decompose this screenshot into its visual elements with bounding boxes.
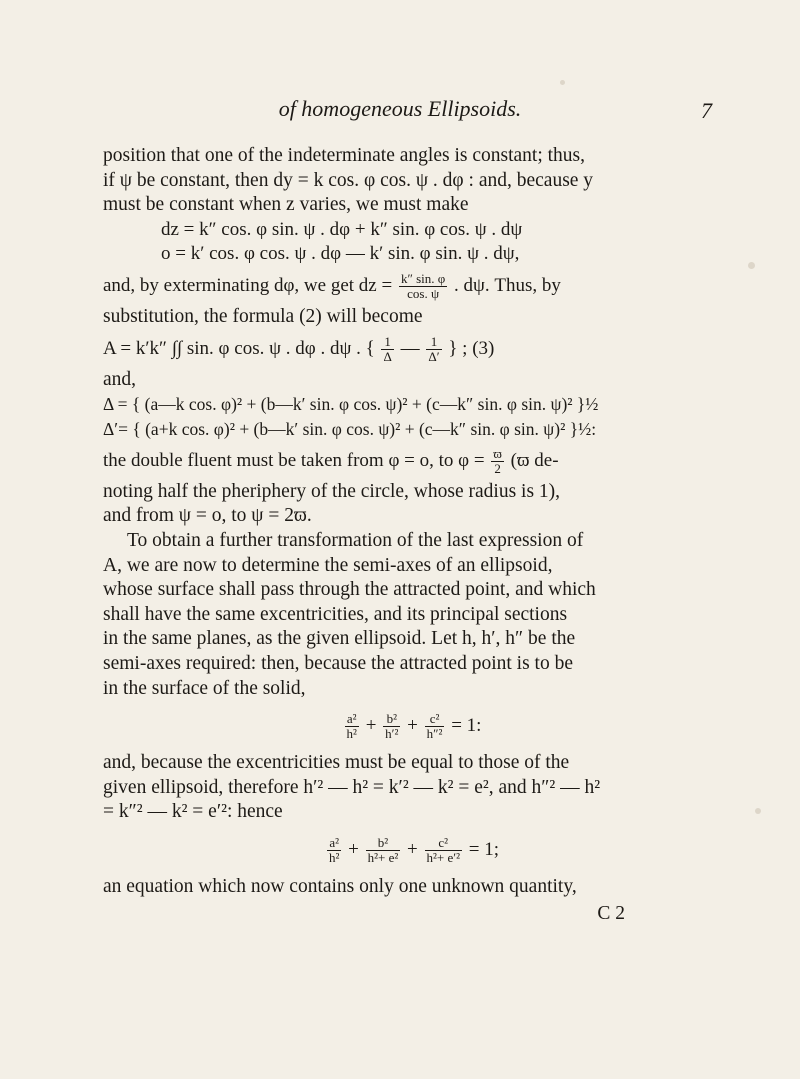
fraction xyxy=(426,335,441,364)
equation: Δ = { (a—k cos. φ)² + (b—k′ sin. φ cos. ψ)² + (c—k″ sin. φ sin. ψ)² }½ xyxy=(103,394,599,415)
text-line: and from ψ = o, to ψ = 2ϖ. xyxy=(103,505,312,527)
fraction-numerator: 1 xyxy=(426,335,441,350)
fraction-numerator: c² xyxy=(425,712,445,727)
fraction-denominator: Δ xyxy=(383,348,392,364)
text-line: shall have the same excentricities, and its principal sections xyxy=(103,603,568,625)
page-body xyxy=(103,144,721,926)
text-line: substitution, the formula (2) will become xyxy=(103,306,423,328)
text-fragment: the double fluent must be taken from φ = o, to φ = xyxy=(103,449,485,471)
equation: Δ′= { (a+k cos. φ)² + (b—k′ sin. φ cos. ψ)² + (c—k″ sin. φ sin. ψ)² }½: xyxy=(103,419,597,440)
fraction-denominator: h″² xyxy=(426,726,443,742)
fraction-denominator: cos. ψ xyxy=(407,286,440,302)
fraction-numerator: 1 xyxy=(381,335,393,350)
text-fragment: A = k′k″ ∫∫ sin. φ cos. ψ . dφ . dψ . { xyxy=(103,337,375,359)
fraction xyxy=(383,712,400,741)
fraction xyxy=(399,272,447,301)
fraction-numerator: k″ sin. φ xyxy=(400,271,446,287)
fraction xyxy=(381,335,393,364)
text-line: position that one of the indeterminate angles is constant; thus, xyxy=(103,145,585,166)
fraction xyxy=(491,447,504,476)
minus-sign: — xyxy=(400,337,420,359)
text-line: if ψ be constant, then dy = k cos. φ cos. ψ . dφ : and, because y xyxy=(103,169,594,191)
fraction-denominator: 2 xyxy=(494,460,501,476)
text-fragment: = 1; xyxy=(468,839,499,861)
text-line: must be constant when z varies, we must make xyxy=(103,194,469,216)
text-line: semi-axes required: then, because the attracted point is to be xyxy=(103,652,573,674)
fraction xyxy=(425,836,463,865)
fraction-numerator: c² xyxy=(425,836,463,851)
text-line: A, we are now to determine the semi-axes of an ellipsoid, xyxy=(103,554,553,576)
plus-sign: + xyxy=(348,839,359,861)
text-fragment: = 1: xyxy=(451,715,482,737)
paper-spot xyxy=(560,80,565,85)
fraction-denominator: h² xyxy=(329,850,340,866)
text-line: in the same planes, as the given ellipsoid. Let h, h′, h″ be the xyxy=(103,628,576,650)
text-line: noting half the pheriphery of the circle, whose radius is 1), xyxy=(103,480,561,502)
fraction-denominator: h²+ e′² xyxy=(426,850,460,866)
equation-6 xyxy=(103,711,721,741)
text-fragment: } ; (3) xyxy=(448,337,495,359)
text-line: = k″² — k² = e′²: hence xyxy=(103,801,283,823)
equation-3 xyxy=(103,334,721,364)
text-line-with-fraction xyxy=(103,446,721,476)
text-fragment: . dψ. Thus, by xyxy=(454,274,561,296)
fraction-denominator: Δ′ xyxy=(428,348,440,364)
text-line: given ellipsoid, therefore h′² — h² = k′² — k² = e², and h″² — h² xyxy=(103,776,601,798)
fraction xyxy=(425,712,445,741)
fraction-numerator: a² xyxy=(327,836,341,851)
paper-spot xyxy=(755,808,761,814)
equation-7 xyxy=(103,835,721,865)
plus-sign: + xyxy=(407,715,418,737)
plus-sign: + xyxy=(365,715,377,737)
text-line: whose surface shall pass through the attracted point, and which xyxy=(103,579,596,601)
text-line: in the surface of the solid, xyxy=(103,677,306,699)
fraction-numerator: ϖ xyxy=(493,445,502,461)
text-line: To obtain a further transformation of the last expression of xyxy=(127,529,584,551)
fraction-numerator: b² xyxy=(366,836,401,851)
equation: o = k′ cos. φ cos. ψ . dφ — k′ sin. φ sin. ψ . dψ, xyxy=(161,243,520,265)
plus-sign: + xyxy=(407,839,418,861)
text-line: and, xyxy=(103,368,137,390)
fraction-denominator: h² xyxy=(346,726,357,742)
fraction xyxy=(366,836,401,865)
text-fragment: and, by exterminating dφ, we get dz = xyxy=(103,274,393,296)
fraction-numerator: a² xyxy=(345,712,359,727)
text-line: an equation which now contains only one unknown quantity, xyxy=(103,876,577,898)
catchword-signature: C 2 xyxy=(597,902,625,924)
text-line: and, because the excentricities must be equal to those of the xyxy=(103,752,570,774)
fraction xyxy=(327,836,341,865)
page-header xyxy=(0,96,800,136)
fraction-denominator: h²+ e² xyxy=(367,850,399,866)
page-number: 7 xyxy=(701,98,712,123)
fraction-numerator: b² xyxy=(383,712,400,727)
equation-line xyxy=(103,271,721,301)
paper-spot xyxy=(748,262,755,269)
fraction xyxy=(345,712,359,741)
running-head: of homogeneous Ellipsoids. xyxy=(278,96,522,121)
equation: dz = k″ cos. φ sin. ψ . dφ + k″ sin. φ cos. ψ . dψ xyxy=(161,218,523,240)
text-fragment: (ϖ de- xyxy=(510,449,559,471)
fraction-denominator: h′² xyxy=(385,726,399,742)
